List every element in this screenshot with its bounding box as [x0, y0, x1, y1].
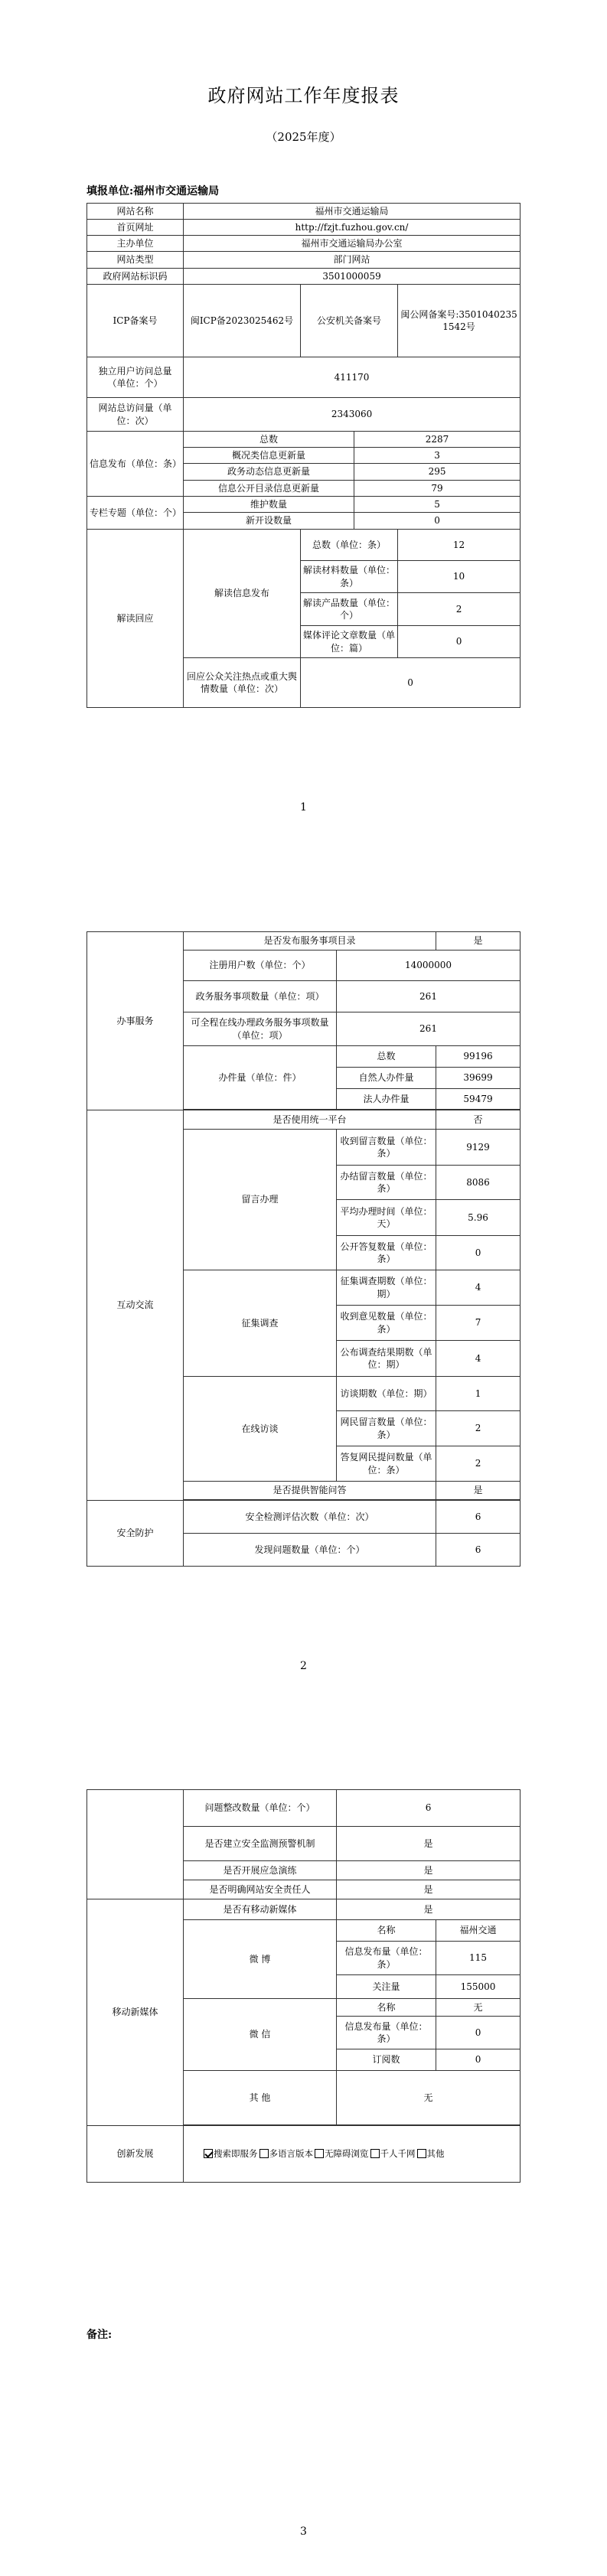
interpret-material-value: 10: [398, 561, 521, 593]
site-type-label: 网站类型: [87, 252, 184, 269]
survey-count-value: 4: [436, 1270, 521, 1306]
checkbox-icon[interactable]: [204, 2149, 213, 2158]
wb-name-value: 福州交通: [436, 1920, 521, 1942]
innovation-option-4[interactable]: 其他: [417, 2148, 445, 2159]
wb-count-label: 信息发布量（单位：条）: [337, 1942, 436, 1975]
msg-avg-label: 平均办理时间（单位：天）: [337, 1200, 436, 1236]
pv-value: 2343060: [184, 398, 521, 432]
special-maintain-value: 5: [354, 497, 521, 513]
interpret-label: 解读回应: [87, 530, 184, 708]
uv-label: 独立用户访问总量（单位：个）: [87, 357, 184, 398]
msg-public-label: 公开答复数量（单位：条）: [337, 1236, 436, 1270]
site-code-label: 政府网站标识码: [87, 269, 184, 285]
icp-value: 闽ICP备2023025462号: [184, 285, 301, 357]
security-mobile-table: [86, 1789, 521, 2183]
publish-items-value: 是: [436, 932, 521, 951]
report-year: （2025年度）: [266, 130, 341, 144]
survey-opinion-label: 收到意见数量（单位：条）: [337, 1306, 436, 1341]
online-talk-label: 在线访谈: [184, 1377, 337, 1482]
wb-name-label: 名称: [337, 1920, 436, 1942]
host-value: 福州市交通运输局办公室: [184, 236, 521, 252]
talk-count-value: 1: [436, 1377, 521, 1411]
overview-value: 3: [354, 448, 521, 464]
site-name-value: 福州市交通运输局: [184, 204, 521, 220]
checkbox-icon[interactable]: [417, 2149, 426, 2158]
online-items-value: 261: [337, 1012, 521, 1046]
smart-value: 是: [436, 1482, 521, 1500]
service-label: 办事服务: [87, 932, 184, 1110]
security-label: 安全防护: [87, 1501, 184, 1567]
talk-msg-value: 2: [436, 1411, 521, 1446]
other-label: 其 他: [184, 2071, 337, 2125]
survey-result-label: 公布调查结果期数（单位：期）: [337, 1341, 436, 1377]
wx-name-label: 名称: [337, 1999, 436, 2017]
innovation-options: [184, 2126, 521, 2183]
pv-label: 网站总访问量（单位：次）: [87, 398, 184, 432]
talk-reply-label: 答复网民提问数量（单位：条）: [337, 1446, 436, 1482]
special-new-value: 0: [354, 513, 521, 530]
drill-value: 是: [337, 1861, 521, 1880]
smart-label: 是否提供智能问答: [184, 1482, 436, 1500]
publish-label: 信息发布（单位：条）: [87, 432, 184, 497]
interpret-product-value: 2: [398, 593, 521, 626]
site-type-value: 部门网站: [184, 252, 521, 269]
wb-count-value: 115: [436, 1942, 521, 1975]
test-label: 安全检测评估次数（单位：次）: [184, 1501, 436, 1534]
found-value: 6: [436, 1534, 521, 1567]
catalog-value: 79: [354, 481, 521, 497]
msg-label: 留言办理: [184, 1130, 337, 1270]
publish-total-value: 2287: [354, 432, 521, 448]
report-title: 政府网站工作年度报表: [207, 85, 400, 106]
test-value: 6: [436, 1501, 521, 1534]
items-value: 261: [337, 981, 521, 1012]
security-continued-cell: [87, 1790, 184, 1899]
uv-value: 411170: [184, 357, 521, 398]
items-label: 政务服务事项数量（单位：项）: [184, 981, 337, 1012]
msg-received-value: 9129: [436, 1130, 521, 1166]
wx-sub-label: 订阅数: [337, 2049, 436, 2071]
vol-legal-value: 59479: [436, 1089, 521, 1110]
survey-label: 征集调查: [184, 1270, 337, 1377]
monitor-label: 是否建立安全监测预警机制: [184, 1827, 337, 1861]
publish-total-label: 总数: [184, 432, 354, 448]
unified-value: 否: [436, 1110, 521, 1130]
wx-count-label: 信息发布量（单位：条）: [337, 2017, 436, 2049]
innovation-option-3[interactable]: 千人千网: [370, 2148, 416, 2159]
duty-value: 是: [337, 1880, 521, 1899]
users-value: 14000000: [337, 951, 521, 981]
filler-unit: 填报单位:福州市交通运输局: [86, 185, 220, 197]
page-number-1: 1: [300, 801, 307, 814]
host-label: 主办单位: [87, 236, 184, 252]
wx-sub-value: 0: [436, 2049, 521, 2071]
unified-label: 是否使用统一平台: [184, 1110, 436, 1130]
vol-person-value: 39699: [436, 1068, 521, 1089]
interpret-media-value: 0: [398, 626, 521, 658]
interpret-material-label: 解读材料数量（单位：条）: [301, 561, 398, 593]
survey-opinion-value: 7: [436, 1306, 521, 1341]
msg-received-label: 收到留言数量（单位：条）: [337, 1130, 436, 1166]
checkbox-icon[interactable]: [315, 2149, 324, 2158]
interpret-total-value: 12: [398, 530, 521, 561]
site-name-label: 网站名称: [87, 204, 184, 220]
interact-label: 互动交流: [87, 1110, 184, 1501]
survey-count-label: 征集调查期数（单位：期）: [337, 1270, 436, 1306]
icp-label: ICP备案号: [87, 285, 184, 357]
vol-legal-label: 法人办件量: [337, 1089, 436, 1110]
survey-result-value: 4: [436, 1341, 521, 1377]
basic-info-table: [86, 203, 521, 708]
interpret-publish-label: 解读信息发布: [184, 530, 301, 658]
police-label: 公安机关备案号: [301, 285, 398, 357]
talk-count-label: 访谈期数（单位：期）: [337, 1377, 436, 1411]
msg-done-label: 办结留言数量（单位：条）: [337, 1166, 436, 1200]
page-number-2: 2: [300, 1660, 307, 1672]
talk-reply-value: 2: [436, 1446, 521, 1482]
other-value: 无: [337, 2071, 521, 2125]
special-label: 专栏专题（单位：个）: [87, 497, 184, 530]
catalog-label: 信息公开目录信息更新量: [184, 481, 354, 497]
msg-avg-value: 5.96: [436, 1200, 521, 1236]
msg-public-value: 0: [436, 1236, 521, 1270]
interpret-hot-label: 回应公众关注热点或重大舆情数量（单位：次）: [184, 658, 301, 708]
online-items-label: 可全程在线办理政务服务事项数量（单位：项）: [184, 1012, 337, 1046]
home-url-label: 首页网址: [87, 220, 184, 236]
fixed-value: 6: [337, 1790, 521, 1827]
innovation-option-1[interactable]: 多语言版本: [259, 2148, 314, 2159]
wx-count-value: 0: [436, 2017, 521, 2049]
duty-label: 是否明确网站安全责任人: [184, 1880, 337, 1899]
special-maintain-label: 维护数量: [184, 497, 354, 513]
fixed-label: 问题整改数量（单位：个）: [184, 1790, 337, 1827]
page-number-3: 3: [300, 2525, 307, 2538]
publish-items-label: 是否发布服务事项目录: [184, 932, 436, 951]
note-label: 备注:: [86, 2329, 113, 2341]
interpret-hot-value: 0: [301, 658, 521, 708]
monitor-value: 是: [337, 1827, 521, 1861]
wx-name-value: 无: [436, 1999, 521, 2017]
interpret-media-label: 媒体评论文章数量（单位：篇）: [301, 626, 398, 658]
overview-label: 概况类信息更新量: [184, 448, 354, 464]
wb-follow-label: 关注量: [337, 1975, 436, 1999]
found-label: 发现问题数量（单位：个）: [184, 1534, 436, 1567]
wb-follow-value: 155000: [436, 1975, 521, 1999]
site-code-value: 3501000059: [184, 269, 521, 285]
interpret-total-label: 总数（单位：条）: [301, 530, 398, 561]
mobile-has-label: 是否有移动新媒体: [184, 1899, 337, 1920]
vol-total-value: 99196: [436, 1046, 521, 1068]
dynamic-value: 295: [354, 464, 521, 481]
volume-label: 办件量（单位：件）: [184, 1046, 337, 1110]
innovation-option-2[interactable]: 无障碍浏览: [315, 2148, 369, 2159]
special-new-label: 新开设数量: [184, 513, 354, 530]
users-label: 注册用户数（单位：个）: [184, 951, 337, 981]
vol-total-label: 总数: [337, 1046, 436, 1068]
talk-msg-label: 网民留言数量（单位：条）: [337, 1411, 436, 1446]
weibo-label: 微 博: [184, 1920, 337, 1999]
interpret-product-label: 解读产品数量（单位：个）: [301, 593, 398, 626]
mobile-has-value: 是: [337, 1899, 521, 1920]
mobile-label: 移动新媒体: [87, 1899, 184, 2126]
vol-person-label: 自然人办件量: [337, 1068, 436, 1089]
police-value: 闽公网备案号:35010402351542号: [398, 285, 521, 357]
dynamic-label: 政务动态信息更新量: [184, 464, 354, 481]
checkbox-icon[interactable]: [370, 2149, 380, 2158]
drill-label: 是否开展应急演练: [184, 1861, 337, 1880]
service-interact-table: [86, 931, 521, 1567]
wechat-label: 微 信: [184, 1999, 337, 2071]
checkbox-icon[interactable]: [259, 2149, 269, 2158]
innovation-option-0[interactable]: 搜索即服务: [204, 2148, 258, 2159]
innovation-label: 创新发展: [87, 2126, 184, 2183]
home-url-value[interactable]: http://fzjt.fuzhou.gov.cn/: [184, 220, 521, 236]
msg-done-value: 8086: [436, 1166, 521, 1200]
